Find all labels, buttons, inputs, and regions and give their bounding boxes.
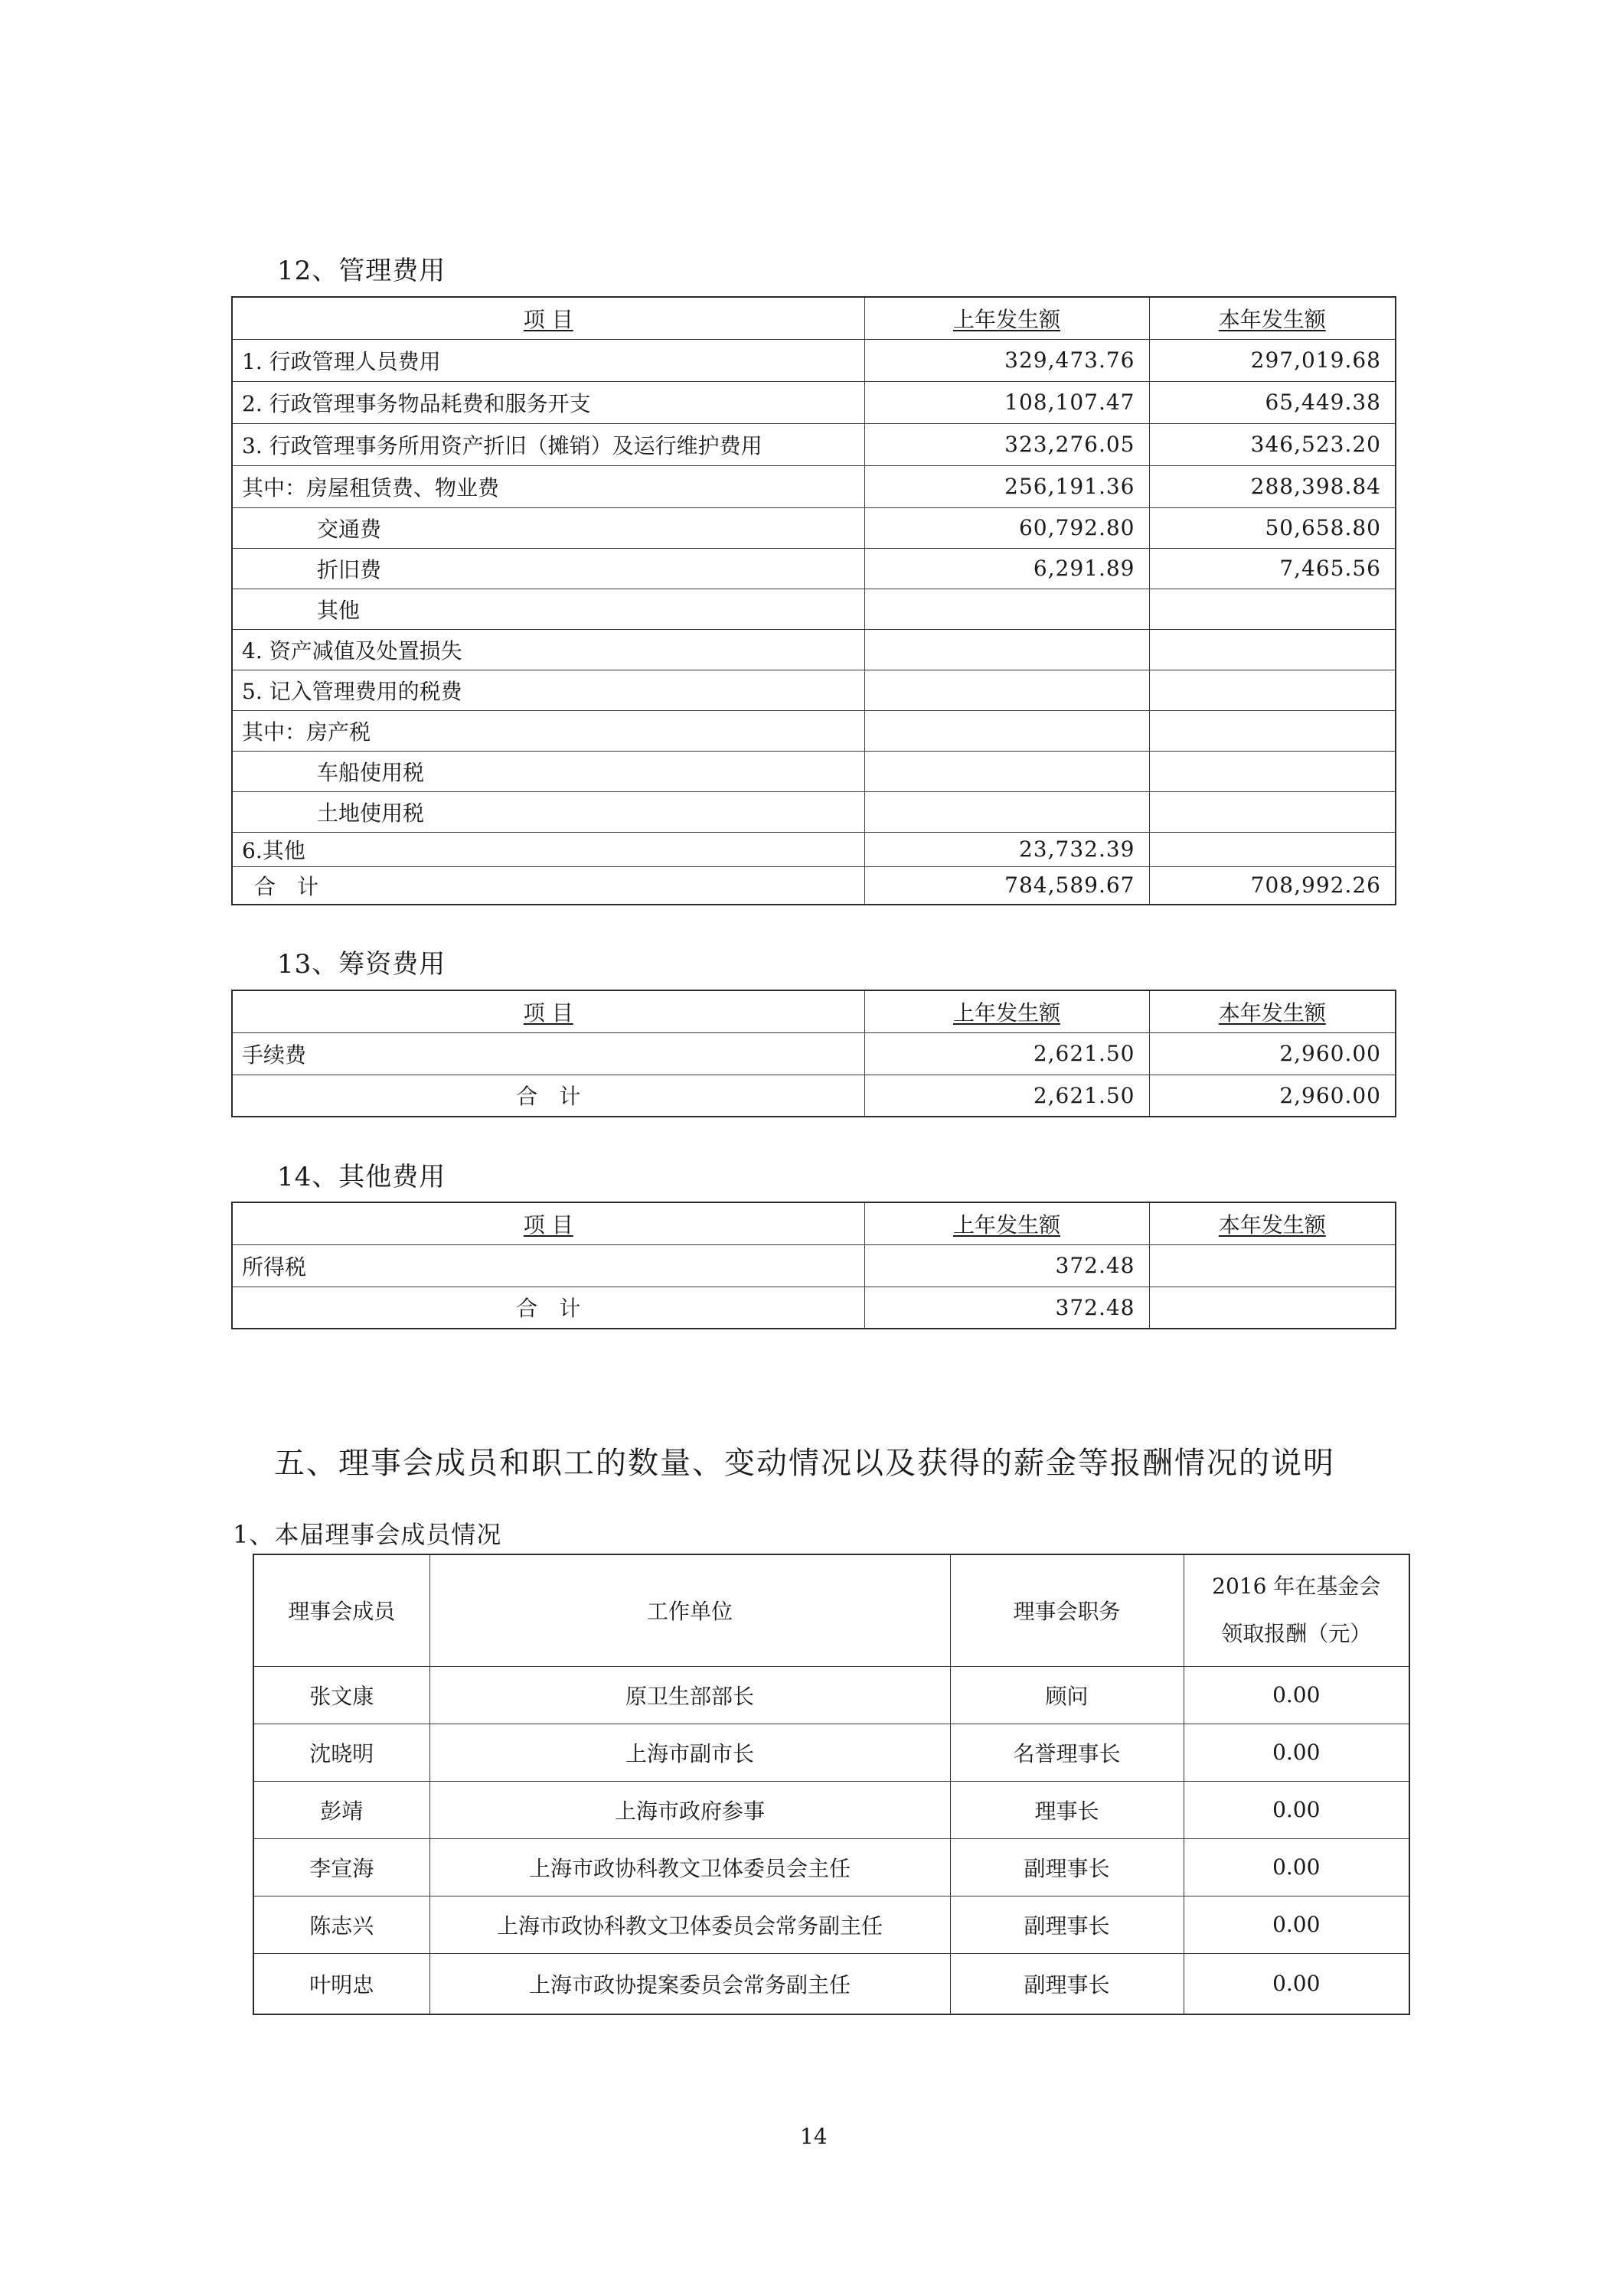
member-name: 沈晓明 bbox=[253, 1724, 429, 1781]
prior-year-value: 2,621.50 bbox=[864, 1032, 1149, 1075]
section-12-title: 12、管理费用 bbox=[277, 256, 446, 286]
compensation: 0.00 bbox=[1184, 1666, 1409, 1724]
col-header-current-year: 本年发生额 bbox=[1149, 1202, 1396, 1244]
prior-year-value: 23,732.39 bbox=[864, 832, 1149, 866]
prior-year-value bbox=[864, 710, 1149, 751]
row-label: 其中：房屋租赁费、物业费 bbox=[232, 465, 864, 507]
row-label: 5. 记入管理费用的税费 bbox=[232, 670, 864, 710]
table-row bbox=[253, 1838, 1409, 1896]
table-row bbox=[232, 1032, 1396, 1075]
current-year-total bbox=[1149, 1287, 1396, 1329]
work-unit: 上海市副市长 bbox=[429, 1724, 950, 1781]
prior-year-total: 784,589.67 bbox=[864, 866, 1149, 905]
member-name: 叶明忠 bbox=[253, 1953, 429, 2014]
prior-year-value bbox=[864, 670, 1149, 710]
col-header-item: 项 目 bbox=[232, 297, 864, 339]
compensation: 0.00 bbox=[1184, 1781, 1409, 1838]
col-header-current-year: 本年发生额 bbox=[1149, 990, 1396, 1032]
work-unit: 上海市政府参事 bbox=[429, 1781, 950, 1838]
board-position: 理事长 bbox=[950, 1781, 1184, 1838]
table-total-row bbox=[232, 866, 1396, 905]
prior-year-value: 329,473.76 bbox=[864, 339, 1149, 381]
col-header-item: 项 目 bbox=[232, 990, 864, 1032]
total-label: 合 计 bbox=[232, 866, 864, 905]
current-year-value bbox=[1149, 629, 1396, 670]
table-total-row bbox=[232, 1075, 1396, 1117]
col-header-item: 项 目 bbox=[232, 1202, 864, 1244]
table-row bbox=[253, 1724, 1409, 1781]
col-header-current-year: 本年发生额 bbox=[1149, 297, 1396, 339]
table-row bbox=[253, 1666, 1409, 1724]
current-year-value bbox=[1149, 710, 1396, 751]
compensation: 0.00 bbox=[1184, 1896, 1409, 1953]
col-header-member: 理事会成员 bbox=[253, 1554, 429, 1666]
table-header-row bbox=[232, 990, 1396, 1032]
table-header-row bbox=[232, 1202, 1396, 1244]
row-label: 4. 资产减值及处置损失 bbox=[232, 629, 864, 670]
current-year-value bbox=[1149, 791, 1396, 832]
col-header-compensation bbox=[1184, 1554, 1409, 1666]
table-row bbox=[232, 465, 1396, 507]
current-year-value: 288,398.84 bbox=[1149, 465, 1396, 507]
table-row bbox=[232, 710, 1396, 751]
compensation: 0.00 bbox=[1184, 1838, 1409, 1896]
table-row bbox=[232, 751, 1396, 791]
current-year-value bbox=[1149, 589, 1396, 629]
financing-expenses-table bbox=[231, 990, 1396, 1117]
col-header-work-unit: 工作单位 bbox=[429, 1554, 950, 1666]
current-year-value: 50,658.80 bbox=[1149, 507, 1396, 548]
row-label: 所得税 bbox=[232, 1244, 864, 1287]
prior-year-value: 60,792.80 bbox=[864, 507, 1149, 548]
table-row bbox=[232, 1244, 1396, 1287]
prior-year-value bbox=[864, 629, 1149, 670]
table-row bbox=[232, 670, 1396, 710]
current-year-total: 708,992.26 bbox=[1149, 866, 1396, 905]
board-members-subtitle: 1、本届理事会成员情况 bbox=[233, 1520, 502, 1549]
prior-year-value: 108,107.47 bbox=[864, 381, 1149, 423]
compensation: 0.00 bbox=[1184, 1724, 1409, 1781]
prior-year-value: 6,291.89 bbox=[864, 548, 1149, 589]
work-unit: 上海市政协科教文卫体委员会常务副主任 bbox=[429, 1896, 950, 1953]
prior-year-total: 2,621.50 bbox=[864, 1075, 1149, 1117]
table-row bbox=[232, 548, 1396, 589]
row-label: 交通费 bbox=[232, 507, 864, 548]
table-row bbox=[232, 589, 1396, 629]
table-row bbox=[253, 1896, 1409, 1953]
current-year-value: 2,960.00 bbox=[1149, 1032, 1396, 1075]
row-label: 手续费 bbox=[232, 1032, 864, 1075]
row-label: 2. 行政管理事务物品耗费和服务开支 bbox=[232, 381, 864, 423]
board-members-table bbox=[253, 1554, 1410, 2015]
prior-year-value bbox=[864, 791, 1149, 832]
col-header-prior-year: 上年发生额 bbox=[864, 297, 1149, 339]
board-position: 副理事长 bbox=[950, 1838, 1184, 1896]
table-row bbox=[232, 339, 1396, 381]
board-position: 名誉理事长 bbox=[950, 1724, 1184, 1781]
member-name: 陈志兴 bbox=[253, 1896, 429, 1953]
table-row bbox=[232, 791, 1396, 832]
board-position: 顾问 bbox=[950, 1666, 1184, 1724]
work-unit: 原卫生部部长 bbox=[429, 1666, 950, 1724]
row-label: 折旧费 bbox=[232, 548, 864, 589]
current-year-total: 2,960.00 bbox=[1149, 1075, 1396, 1117]
table-row bbox=[253, 1781, 1409, 1838]
board-position: 副理事长 bbox=[950, 1896, 1184, 1953]
board-position: 副理事长 bbox=[950, 1953, 1184, 2014]
current-year-value bbox=[1149, 751, 1396, 791]
row-label: 3. 行政管理事务所用资产折旧（摊销）及运行维护费用 bbox=[232, 423, 864, 465]
member-name: 张文康 bbox=[253, 1666, 429, 1724]
section-5-heading: 五、理事会成员和职工的数量、变动情况以及获得的薪金等报酬情况的说明 bbox=[274, 1446, 1335, 1481]
col-header-prior-year: 上年发生额 bbox=[864, 990, 1149, 1032]
current-year-value: 65,449.38 bbox=[1149, 381, 1396, 423]
prior-year-value: 372.48 bbox=[864, 1244, 1149, 1287]
col-header-board-position: 理事会职务 bbox=[950, 1554, 1184, 1666]
table-row bbox=[232, 423, 1396, 465]
member-name: 李宣海 bbox=[253, 1838, 429, 1896]
other-expenses-table bbox=[231, 1202, 1396, 1329]
table-header-row bbox=[232, 297, 1396, 339]
col-header-prior-year: 上年发生额 bbox=[864, 1202, 1149, 1244]
table-row bbox=[232, 507, 1396, 548]
work-unit: 上海市政协科教文卫体委员会主任 bbox=[429, 1838, 950, 1896]
table-row bbox=[232, 629, 1396, 670]
row-label: 其他 bbox=[232, 589, 864, 629]
total-label: 合 计 bbox=[232, 1287, 864, 1329]
table-total-row bbox=[232, 1287, 1396, 1329]
current-year-value bbox=[1149, 832, 1396, 866]
current-year-value bbox=[1149, 670, 1396, 710]
table-row bbox=[253, 1953, 1409, 2014]
current-year-value: 297,019.68 bbox=[1149, 339, 1396, 381]
prior-year-total: 372.48 bbox=[864, 1287, 1149, 1329]
table-row bbox=[232, 381, 1396, 423]
row-label: 其中：房产税 bbox=[232, 710, 864, 751]
section-14-title: 14、其他费用 bbox=[277, 1162, 446, 1192]
management-expenses-table bbox=[231, 296, 1396, 905]
table-row bbox=[232, 832, 1396, 866]
row-label: 6.其他 bbox=[232, 832, 864, 866]
current-year-value: 346,523.20 bbox=[1149, 423, 1396, 465]
prior-year-value: 256,191.36 bbox=[864, 465, 1149, 507]
section-13-title: 13、筹资费用 bbox=[277, 949, 446, 980]
page-number: 14 bbox=[800, 2124, 828, 2149]
row-label: 土地使用税 bbox=[232, 791, 864, 832]
compensation: 0.00 bbox=[1184, 1953, 1409, 2014]
row-label: 1. 行政管理人员费用 bbox=[232, 339, 864, 381]
table-header-row bbox=[253, 1554, 1409, 1666]
prior-year-value bbox=[864, 589, 1149, 629]
prior-year-value: 323,276.05 bbox=[864, 423, 1149, 465]
compensation-header-line1: 2016 年在基金会 bbox=[1212, 1574, 1381, 1600]
member-name: 彭靖 bbox=[253, 1781, 429, 1838]
row-label: 车船使用税 bbox=[232, 751, 864, 791]
compensation-header-line2: 领取报酬（元） bbox=[1221, 1621, 1372, 1647]
work-unit: 上海市政协提案委员会常务副主任 bbox=[429, 1953, 950, 2014]
current-year-value bbox=[1149, 1244, 1396, 1287]
total-label: 合 计 bbox=[232, 1075, 864, 1117]
prior-year-value bbox=[864, 751, 1149, 791]
current-year-value: 7,465.56 bbox=[1149, 548, 1396, 589]
